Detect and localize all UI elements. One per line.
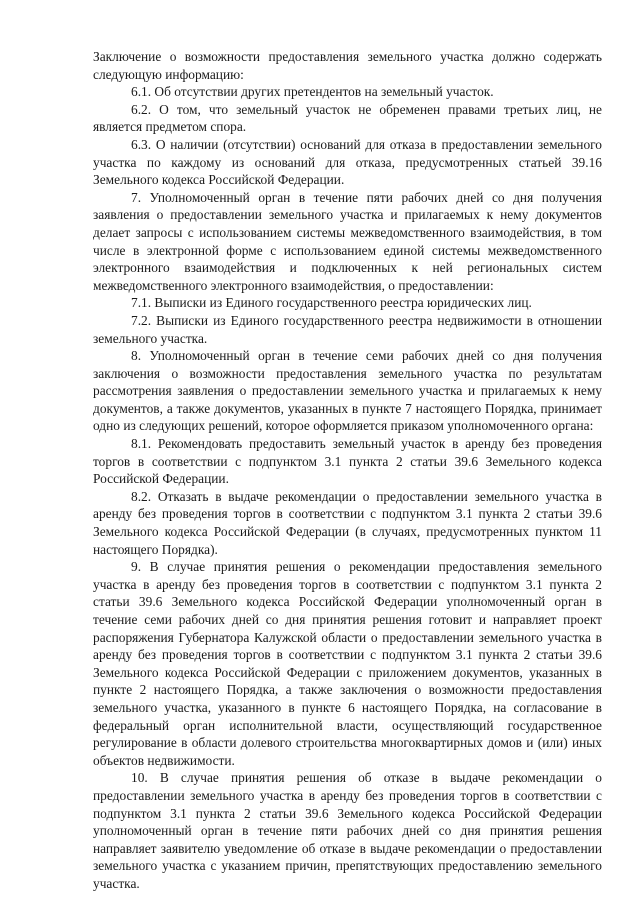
paragraph-10: 10. В случае принятия решения об отказе в выдаче рекомендации о предоставлении земельного участка в аренду без проведения торгов в соответствии с подпунктом 3.1 пункта 2 статьи 39.6 Земельного кодекса Российской Федерации уполномоченный орган в течение пяти рабочих дней со дня принятия решения направляет заявителю уведомление об отказе в выдаче рекомендации о предоставлении земельного участка с указанием причин, препятствующих предоставлению земельного участка. [93, 770, 602, 891]
paragraph-6-2: 6.2. О том, что земельный участок не обременен правами третьих лиц, не является предметом спора. [93, 101, 602, 135]
paragraph-8-2: 8.2. Отказать в выдаче рекомендации о предоставлении земельного участка в аренду без проведения торгов в соответствии с подпунктом 3.1 пункта 2 статьи 39.6 Земельного кодекса Российской Федерации (в случаях, предусмотренных пунктом 11 настоящего Порядка). [93, 488, 602, 557]
paragraph-6-1: 6.1. Об отсутствии других претендентов на земельный участок. [131, 84, 494, 100]
paragraph-7-2: 7.2. Выписки из Единого государственного реестра недвижимости в отношении земельного участка. [93, 312, 602, 346]
paragraph-6-3: 6.3. О наличии (отсутствии) оснований для отказа в предоставлении земельного участка по каждому из оснований для отказа, предусмотренных статьей 39.16 Земельного кодекса Российской Федерации. [93, 136, 602, 188]
paragraph-8-1: 8.1. Рекомендовать предоставить земельный участок в аренду без проведения торгов в соответствии с подпунктом 3.1 пункта 2 статьи 39.6 Земельного кодекса Российской Федерации. [93, 436, 602, 487]
paragraph-7: 7. Уполномоченный орган в течение пяти рабочих дней со дня получения заявления о предоставлении земельного участка и прилагаемых к нему документов делает запросы с использованием системы межведомственного взаимодействия, в том числе в электронной форме с использованием единой системы межведомственного электронного взаимодействия и подключенных к ней региональных систем межведомственного электронного взаимодействия, о предоставлении: [93, 189, 602, 293]
paragraph-8: 8. Уполномоченный орган в течение семи рабочих дней со дня получения заключения о возможности предоставления земельного участка по результатам рассмотрения заявления о предоставлении земельного участка и прилагаемых к нему документов, а также документов, указанных в пункте 7 настоящего Порядка, принимает одно из следующих решений, которое оформляется приказом уполномоченного органа: [93, 348, 602, 434]
document-page [93, 48, 602, 893]
paragraph-9: 9. В случае принятия решения о рекомендации предоставления земельного участка в аренду без проведения торгов в соответствии с подпунктом 3.1 пункта 2 статьи 39.6 Земельного кодекса Российской Федерации уполномоченный орган в течение семи рабочих дней со дня принятия решения готовит и направляет проект распоряжения Губернатора Калужской области о предоставлении земельного участка в аренду без проведения торгов в соответствии с подпунктом 3.1 пункта 2 статьи 39.6 Земельного кодекса Российской Федерации с приложением документов, указанных в пункте 2 настоящего Порядка, а также заключения о возможности предоставления земельного участка, указанного в пункте 6 настоящего Порядка, на согласование в федеральный орган исполнительной власти, осуществляющий государственное регулирование в области долевого строительства многоквартирных домов и (или) иных объектов недвижимости. [93, 559, 602, 768]
paragraph-intro: Заключение о возможности предоставления земельного участка должно содержать следующую информацию: [93, 49, 602, 82]
paragraph-7-1: 7.1. Выписки из Единого государственного реестра юридических лиц. [131, 295, 532, 311]
